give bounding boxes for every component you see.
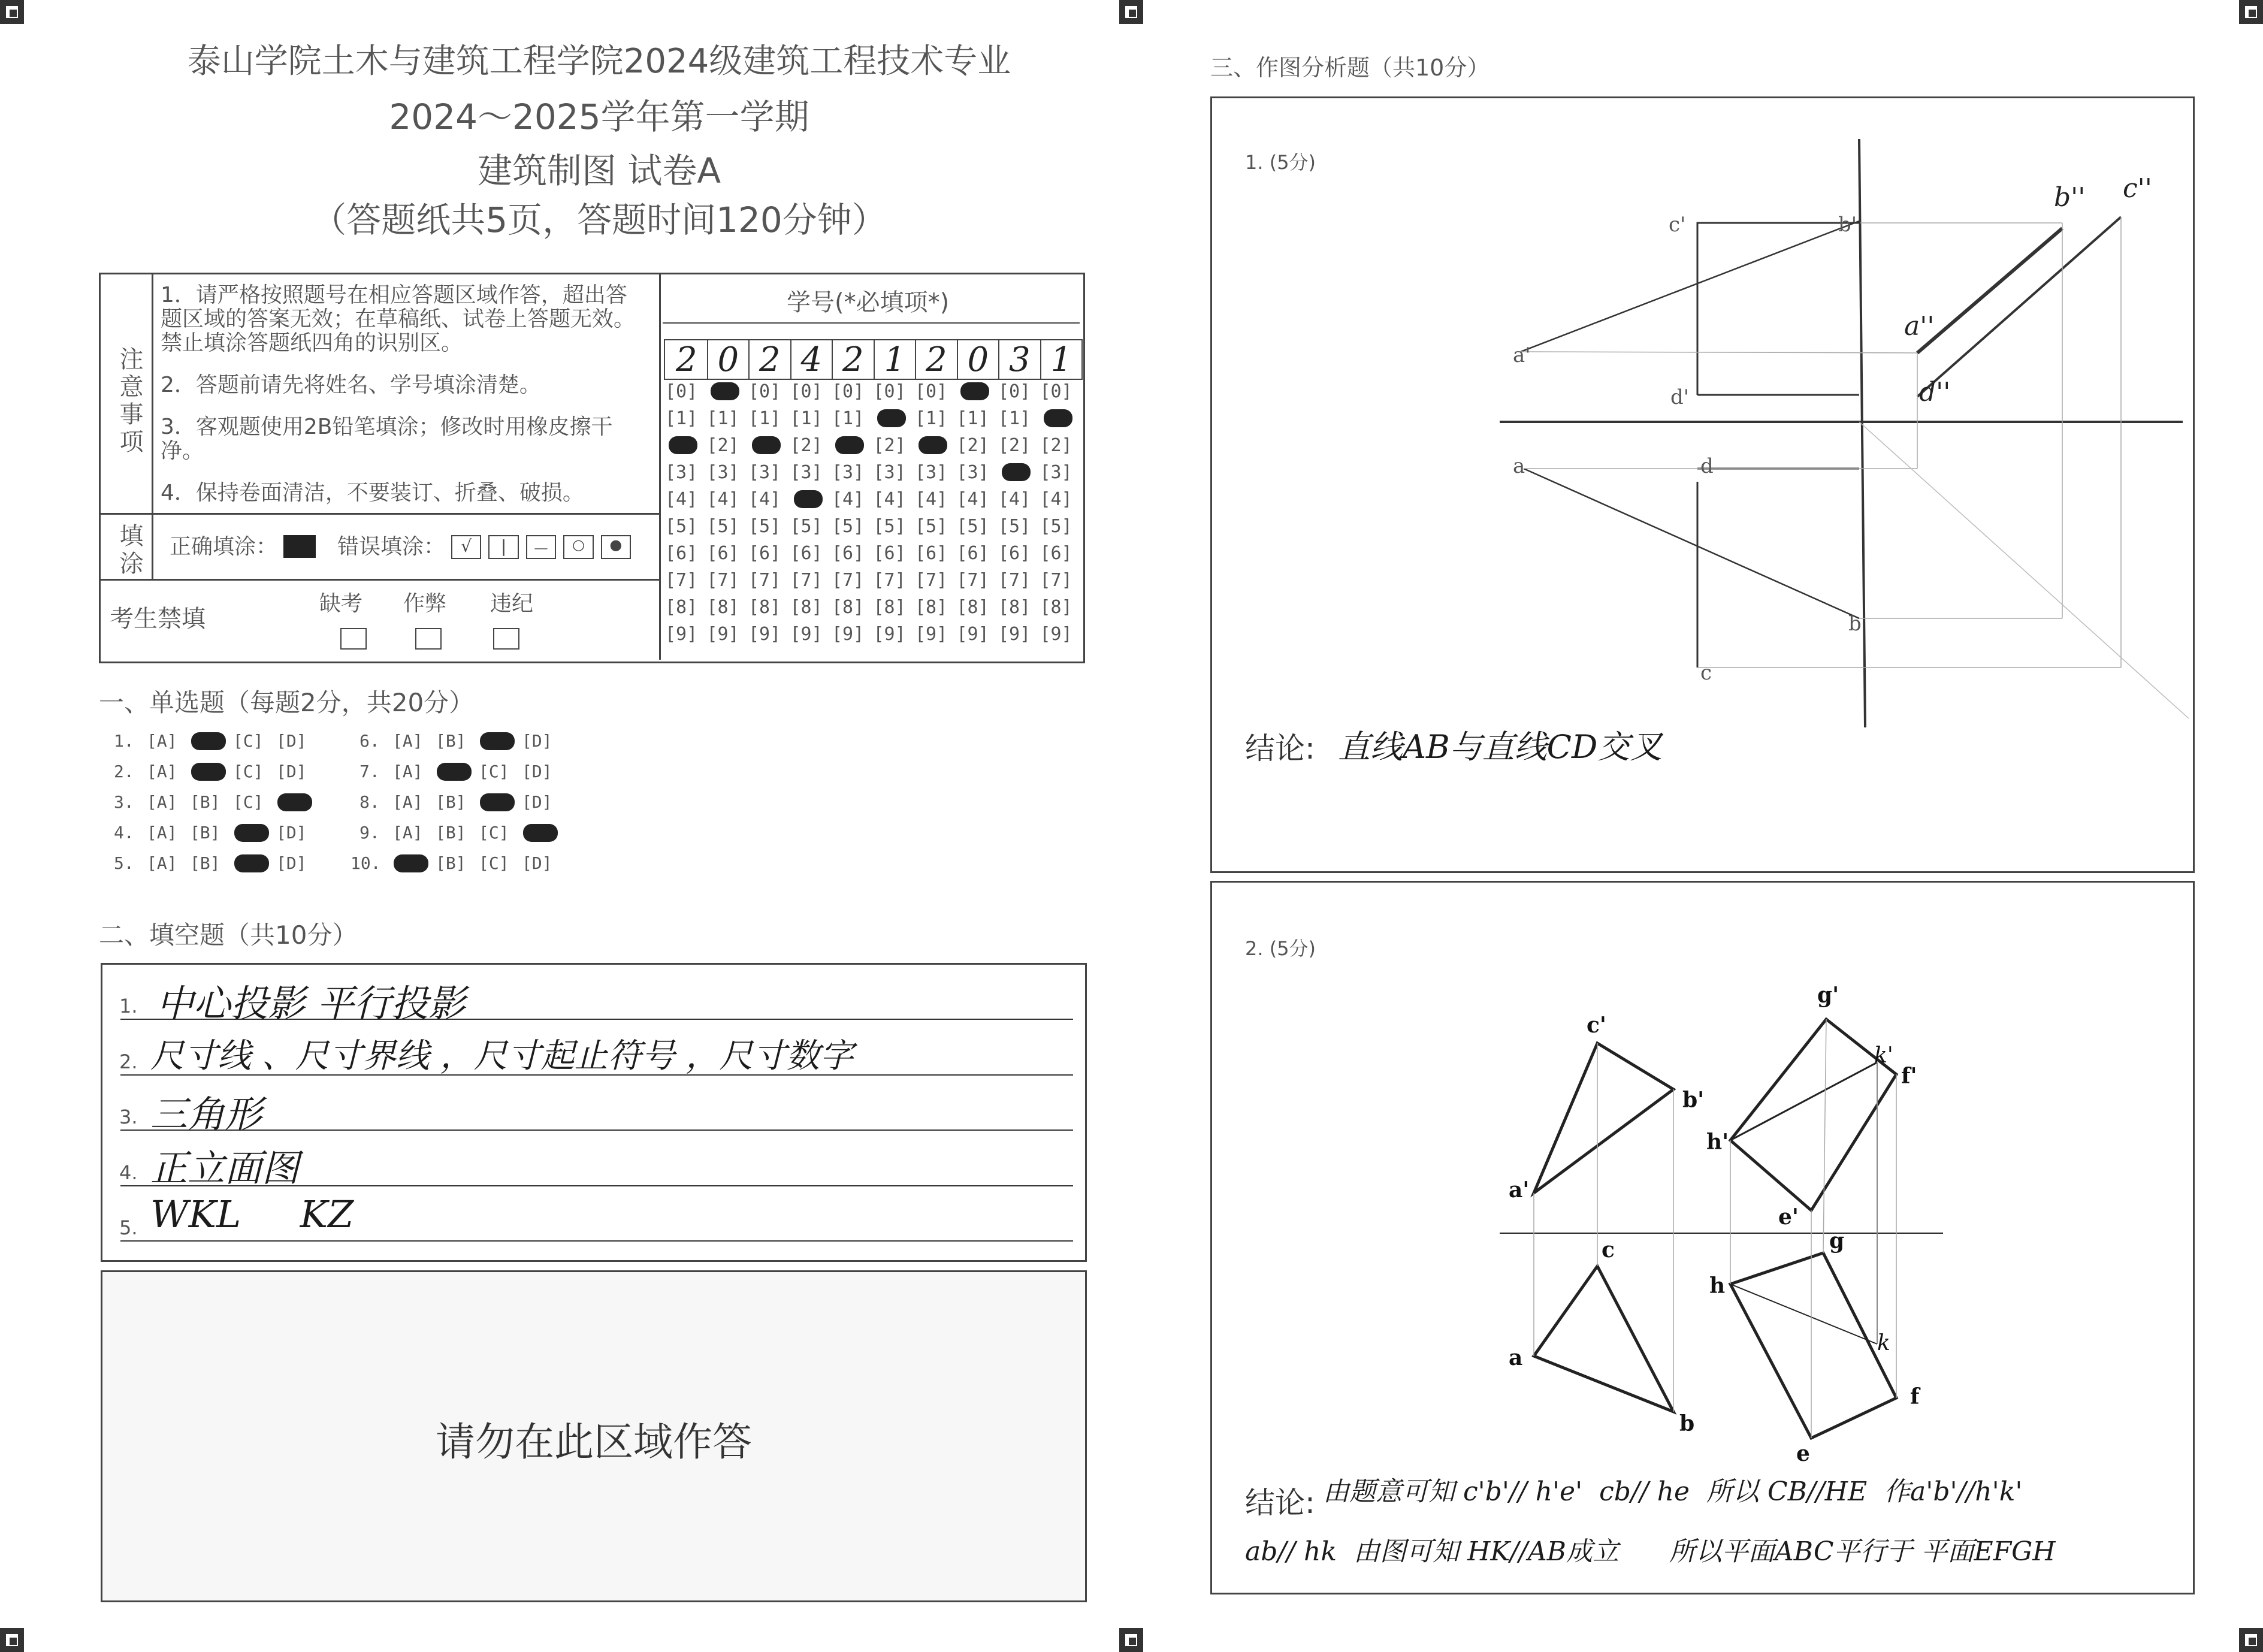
student-id-bubble[interactable]: [0] [915,381,948,402]
question2-label: 2. (5分) [1245,937,1316,960]
student-id-bubble[interactable]: [8] [748,597,781,618]
point-label: a' [1509,1177,1530,1203]
fill-num-4: 4. [119,1161,138,1184]
question2-conclusion-line1[interactable]: 由题意可知 c'b'// h'e' cb// he 所以 CB//HE 作a'b'//h'k' [1323,1476,2023,1507]
mcq-option-filled[interactable] [277,793,312,811]
student-id-digit: 0 [967,340,989,379]
mcq-option[interactable]: [A] [147,762,177,781]
point-label: e' [1778,1204,1799,1230]
mcq-number: 9. [359,823,380,842]
student-id-digit: 2 [926,340,947,379]
point-label: c'' [2123,173,2152,204]
student-id-bubble[interactable]: [6] [915,543,948,564]
mcq-option[interactable]: [C] [233,762,264,781]
mcq-option[interactable]: [C] [479,823,509,842]
mcq-number: 6. [359,731,380,751]
student-id-digit: 1 [1050,340,1072,379]
student-id-bubble[interactable]: [8] [873,597,906,618]
header-exam-info: （答题纸共5页，答题时间120分钟） [312,200,887,240]
line-h-k-front [1730,1062,1877,1140]
digit-divider [874,340,875,379]
question2-conclusion-line2[interactable]: ab// hk 由图可知 HK//AB成立 所以平面ABC平行于 平面EFGH [1245,1536,2056,1567]
point-label: h [1709,1273,1726,1298]
exam-restricted-label: 考生禁填 [110,605,206,633]
student-id-bubble[interactable]: [8] [790,597,823,618]
student-id-bubble[interactable]: [1] [748,408,781,429]
student-id-bubble-filled[interactable] [1002,463,1031,481]
point-label: b'' [2054,182,2086,213]
projection-line-45 [1859,422,2189,718]
student-id-bubble[interactable]: [3] [915,462,948,483]
mcq-number: 5. [114,853,134,873]
student-id-bubble[interactable]: [6] [1040,543,1072,564]
mcq-option[interactable]: [B] [190,823,220,842]
no-answer-zone [101,1270,1087,1602]
student-id-bubble[interactable]: [5] [998,516,1031,537]
header-exam-name: 建筑制图 试卷A [477,150,721,191]
fill-num-3: 3. [119,1106,138,1128]
mcq-option[interactable]: [B] [436,823,466,842]
student-id-bubble-filled[interactable] [919,436,947,454]
mcq-option[interactable]: [D] [276,762,307,781]
student-id-bubble[interactable]: [6] [790,543,823,564]
point-label: k' [1874,1043,1893,1068]
corner-marker-bottom-center [1119,1628,1143,1652]
student-id-bubble[interactable]: [3] [1040,462,1072,483]
question1-box [1210,96,2195,873]
line-a-b-top [1524,469,1859,618]
digit-divider [707,340,708,379]
student-id-digits [664,339,1083,380]
point-label: d' [1670,385,1690,409]
student-id-bubble[interactable]: [6] [956,543,989,564]
mcq-option-filled[interactable] [234,854,269,872]
fill-answer-5[interactable]: WKL KZ [150,1192,354,1236]
digit-divider [748,340,750,379]
student-id-bubble[interactable]: [9] [832,624,865,645]
mcq-option-filled[interactable] [394,854,428,872]
student-id-bubble[interactable]: [4] [915,489,948,510]
student-id-bubble[interactable]: [9] [915,624,948,645]
student-id-bubble[interactable]: [7] [1040,570,1072,591]
mcq-number: 10. [351,853,381,873]
projection-line [1521,352,1917,353]
student-id-bubble[interactable]: [1] [956,408,989,429]
section1-title: 一、单选题（每题2分，共20分） [99,688,475,717]
mcq-number: 1. [114,731,134,751]
student-id-bubble[interactable]: [7] [956,570,989,591]
point-label: c [1700,661,1712,685]
cheat-label: 作弊 [403,591,447,616]
student-id-digit: 1 [884,340,906,379]
fill-in-box [101,963,1087,1262]
student-id-bubble-filled[interactable] [711,382,739,400]
fill-num-5: 5. [119,1216,138,1239]
student-id-title: 学号(*必填项*) [787,289,950,316]
student-id-bubble[interactable]: [3] [748,462,781,483]
student-id-bubble[interactable]: [0] [998,381,1031,402]
absent-label: 缺考 [319,591,363,616]
student-id-bubble-filled[interactable] [835,436,864,454]
wrong-mark-dash: － [526,535,556,559]
mcq-option-filled[interactable] [234,824,269,842]
student-id-bubble[interactable]: [0] [832,381,865,402]
student-id-bubble-filled[interactable] [794,490,823,508]
section2-title: 二、填空题（共10分） [99,920,358,950]
divider [101,579,659,581]
wrong-mark-circle: ○ [563,535,593,559]
mcq-option[interactable]: [C] [233,731,264,751]
mcq-option[interactable]: [B] [190,792,220,812]
correct-fill-sample [283,535,316,558]
mcq-answer-area[interactable] [111,731,590,887]
violation-checkbox[interactable] [493,628,519,650]
notice-item-1: 1．请严格按照题号在相应答题区域作答，超出答题区域的答案无效；在草稿纸、试卷上答题无效。禁止填涂答题纸四角的识别区。 [161,283,636,355]
digit-divider [832,340,833,379]
student-id-bubble[interactable]: [2] [998,435,1031,456]
student-id-bubble[interactable]: [2] [1040,435,1072,456]
wrong-mark-dot: ● [601,535,631,559]
triangle-front [1534,1043,1673,1193]
student-id-digit: 4 [800,340,823,379]
student-id-bubble[interactable]: [0] [790,381,823,402]
mcq-option[interactable]: [D] [522,792,552,812]
student-id-bubble-filled[interactable] [669,436,697,454]
mcq-option[interactable]: [C] [233,792,264,812]
point-label: a' [1513,343,1531,367]
student-id-bubble[interactable]: [6] [665,543,698,564]
notice-label: 注意事项 [116,346,143,457]
corner-marker-bottom-left [0,1628,24,1652]
notice-item-4: 4．保持卷面清洁，不要装订、折叠、破损。 [161,481,584,505]
corner-marker-top-left [0,0,24,24]
mcq-option[interactable]: [B] [436,853,466,873]
mcq-option-filled[interactable] [191,763,226,781]
correct-fill-label: 正确填涂： [170,534,278,559]
student-id-bubble[interactable]: [7] [915,570,948,591]
digit-divider [998,340,999,379]
student-id-bubble[interactable]: [8] [706,597,739,618]
student-id-bubble[interactable]: [5] [873,516,906,537]
mcq-option[interactable]: [A] [392,731,423,751]
projection-line [1823,1019,1826,1253]
point-label: c' [1587,1013,1606,1038]
digit-divider [915,340,916,379]
mcq-option[interactable]: [A] [392,762,423,781]
digit-divider [957,340,958,379]
mcq-option-filled[interactable] [523,824,558,842]
point-label: b' [1682,1088,1705,1113]
wrong-fill-samples [451,535,631,559]
student-id-bubble-filled[interactable] [1044,409,1072,427]
point-label: e [1796,1441,1810,1466]
student-id-bubble[interactable]: [5] [665,516,698,537]
student-id-bubble[interactable]: [7] [998,570,1031,591]
student-id-bubble-grid[interactable] [664,381,1083,657]
student-id-bubble[interactable]: [5] [790,516,823,537]
student-id-bubble[interactable]: [6] [873,543,906,564]
student-id-bubble[interactable]: [3] [790,462,823,483]
question1-conclusion-label: 结论: [1245,731,1315,766]
mcq-option[interactable]: [D] [276,853,307,873]
mcq-option[interactable]: [A] [147,792,177,812]
fill-answer-2[interactable]: 尺寸线 、尺寸界线 ，尺寸起止符号 ，尺寸数字 [150,1037,854,1076]
divider [152,274,153,514]
mcq-option[interactable]: [C] [479,762,509,781]
student-id-bubble[interactable]: [9] [1040,624,1072,645]
question1-conclusion[interactable]: 直线AB与直线CD交叉 [1338,728,1663,766]
point-label: k [1877,1331,1890,1355]
student-id-bubble[interactable]: [6] [748,543,781,564]
divider [663,322,1080,324]
mcq-option[interactable]: [B] [190,853,220,873]
point-label: f [1910,1384,1920,1409]
student-id-bubble[interactable]: [8] [998,597,1031,618]
mcq-option-filled[interactable] [437,763,472,781]
mcq-number: 4. [114,823,134,842]
wrong-mark-bar: | [488,535,518,559]
student-id-bubble[interactable]: [4] [832,489,865,510]
student-id-digit: 0 [717,340,739,379]
point-label: g [1829,1228,1845,1254]
student-id-bubble[interactable]: [9] [790,624,823,645]
fill-answer-4[interactable]: 正立面图 [150,1146,300,1190]
fill-num-2: 2. [119,1050,138,1073]
student-id-bubble[interactable]: [4] [1040,489,1072,510]
student-id-bubble[interactable]: [1] [915,408,948,429]
fill-answer-1[interactable]: 中心投影 平行投影 [156,981,466,1025]
student-id-bubble[interactable]: [4] [748,489,781,510]
student-id-bubble[interactable]: [7] [832,570,865,591]
divider [152,513,153,579]
mcq-number: 3. [114,792,134,812]
student-id-bubble[interactable]: [0] [748,381,781,402]
point-label: a'' [1904,311,1935,342]
digit-divider [1040,340,1041,379]
front-frame-top [1697,223,1860,302]
student-id-bubble[interactable]: [2] [790,435,823,456]
student-id-bubble[interactable]: [4] [706,489,739,510]
mcq-option[interactable]: [A] [147,853,177,873]
mcq-option-filled[interactable] [480,793,515,811]
student-id-bubble[interactable]: [3] [873,462,906,483]
student-id-bubble[interactable]: [8] [956,597,989,618]
mcq-option[interactable]: [D] [276,731,307,751]
student-id-bubble[interactable]: [1] [998,408,1031,429]
student-id-bubble[interactable]: [5] [832,516,865,537]
student-id-bubble[interactable]: [8] [1040,597,1072,618]
mcq-option[interactable]: [A] [392,792,423,812]
no-answer-zone-text: 请勿在此区域作答 [436,1419,752,1465]
mcq-number: 2. [114,762,134,781]
mcq-option[interactable]: [D] [276,823,307,842]
student-id-bubble[interactable]: [7] [873,570,906,591]
mcq-option-filled[interactable] [191,732,226,750]
point-label: c' [1669,213,1686,237]
quad-top [1730,1253,1896,1438]
absent-checkbox[interactable] [340,628,367,650]
mcq-option[interactable]: [D] [522,762,552,781]
student-id-bubble[interactable]: [4] [665,489,698,510]
student-id-bubble[interactable]: [2] [956,435,989,456]
student-id-bubble-filled[interactable] [960,382,989,400]
point-label: d'' [1919,377,1951,407]
mcq-option[interactable]: [D] [522,731,552,751]
point-label: h' [1706,1129,1729,1155]
student-id-bubble[interactable]: [4] [998,489,1031,510]
student-id-bubble[interactable]: [0] [873,381,906,402]
student-id-bubble[interactable]: [7] [790,570,823,591]
mcq-option[interactable]: [B] [436,731,466,751]
point-label: c [1602,1237,1615,1263]
student-id-bubble[interactable]: [5] [915,516,948,537]
student-id-bubble[interactable]: [5] [748,516,781,537]
point-label: d [1700,454,1714,478]
line-a-b-front [1521,221,1859,352]
mcq-number: 8. [359,792,380,812]
quad-front [1730,1019,1896,1210]
student-id-bubble[interactable]: [8] [915,597,948,618]
student-id-digit: 2 [759,340,781,379]
section3-title: 三、作图分析题（共10分） [1210,55,1490,81]
header-term-line: 2024～2025学年第一学期 [389,96,809,137]
question2-box [1210,881,2195,1594]
student-id-bubble[interactable]: [1] [790,408,823,429]
mcq-number: 7. [359,762,380,781]
student-id-bubble[interactable]: [0] [1040,381,1072,402]
student-id-bubble[interactable]: [5] [956,516,989,537]
student-id-bubble-filled[interactable] [877,409,906,427]
student-id-bubble[interactable]: [5] [1040,516,1072,537]
mcq-option[interactable]: [A] [147,731,177,751]
answer-line [120,1240,1073,1242]
student-id-bubble[interactable]: [9] [665,624,698,645]
header-school-line: 泰山学院土木与建筑工程学院2024级建筑工程技术专业 [187,42,1011,81]
point-label: a [1509,1345,1523,1370]
student-id-bubble[interactable]: [8] [665,597,698,618]
student-id-bubble[interactable]: [6] [998,543,1031,564]
notice-box [99,273,1085,663]
question1-label: 1. (5分) [1245,151,1316,174]
fill-answer-3[interactable]: 三角形 [150,1092,262,1136]
student-id-bubble[interactable]: [2] [706,435,739,456]
student-id-bubble[interactable]: [9] [998,624,1031,645]
question2-conclusion-label: 结论: [1245,1485,1315,1520]
triangle-top [1534,1266,1673,1412]
student-id-bubble[interactable]: [1] [832,408,865,429]
point-label: g' [1817,983,1839,1008]
student-id-bubble[interactable]: [2] [873,435,906,456]
mcq-option[interactable]: [D] [522,853,552,873]
student-id-bubble[interactable]: [3] [665,462,698,483]
wrong-mark-check: √ [451,535,481,559]
notice-item-3: 3．客观题使用2B铅笔填涂；修改时用橡皮擦干净。 [161,415,613,463]
student-id-bubble[interactable]: [9] [873,624,906,645]
student-id-bubble[interactable]: [9] [706,624,739,645]
corner-marker-top-right [2239,0,2263,24]
student-id-bubble[interactable]: [3] [706,462,739,483]
student-id-bubble[interactable]: [6] [706,543,739,564]
student-id-bubble[interactable]: [6] [832,543,865,564]
student-id-bubble[interactable]: [1] [706,408,739,429]
digit-divider [790,340,791,379]
notice-item-2: 2．答题前请先将姓名、学号填涂清楚。 [161,373,541,397]
student-id-bubble[interactable]: [3] [956,462,989,483]
mcq-option-filled[interactable] [480,732,515,750]
student-id-bubble[interactable]: [5] [706,516,739,537]
fill-label: 填涂 [116,523,143,578]
student-id-digit: 3 [1009,340,1031,379]
point-label: b [1679,1411,1695,1436]
student-id-bubble-filled[interactable] [752,436,781,454]
mcq-option[interactable]: [A] [392,823,423,842]
student-id-bubble[interactable]: [4] [956,489,989,510]
student-id-bubble[interactable]: [1] [665,408,698,429]
point-label: a [1513,454,1525,478]
divider [101,513,659,515]
fill-num-1: 1. [119,995,138,1017]
line-c-d-side [1917,217,2121,397]
student-id-bubble[interactable]: [0] [665,381,698,402]
point-label: b [1848,612,1862,636]
student-id-bubble[interactable]: [9] [956,624,989,645]
student-id-bubble[interactable]: [4] [873,489,906,510]
student-id-bubble[interactable]: [9] [748,624,781,645]
student-id-bubble[interactable]: [7] [665,570,698,591]
student-id-digit: 2 [842,340,864,379]
divider [659,274,661,660]
student-id-bubble[interactable]: [3] [832,462,865,483]
corner-marker-bottom-right [2239,1628,2263,1652]
student-id-bubble[interactable]: [8] [832,597,865,618]
answer-line [120,1129,1073,1131]
mcq-option[interactable]: [C] [479,853,509,873]
violation-label: 违纪 [490,591,534,616]
point-label: b' [1838,213,1857,237]
mcq-option[interactable]: [A] [147,823,177,842]
student-id-bubble[interactable]: [7] [706,570,739,591]
wrong-fill-label: 错误填涂： [337,534,446,559]
student-id-bubble[interactable]: [7] [748,570,781,591]
student-id-digit: 2 [676,340,697,379]
mcq-option[interactable]: [B] [436,792,466,812]
projection-axis-z [1859,139,1865,727]
corner-marker-top-center [1119,0,1143,24]
cheat-checkbox[interactable] [415,628,442,650]
point-label: f' [1901,1064,1917,1089]
